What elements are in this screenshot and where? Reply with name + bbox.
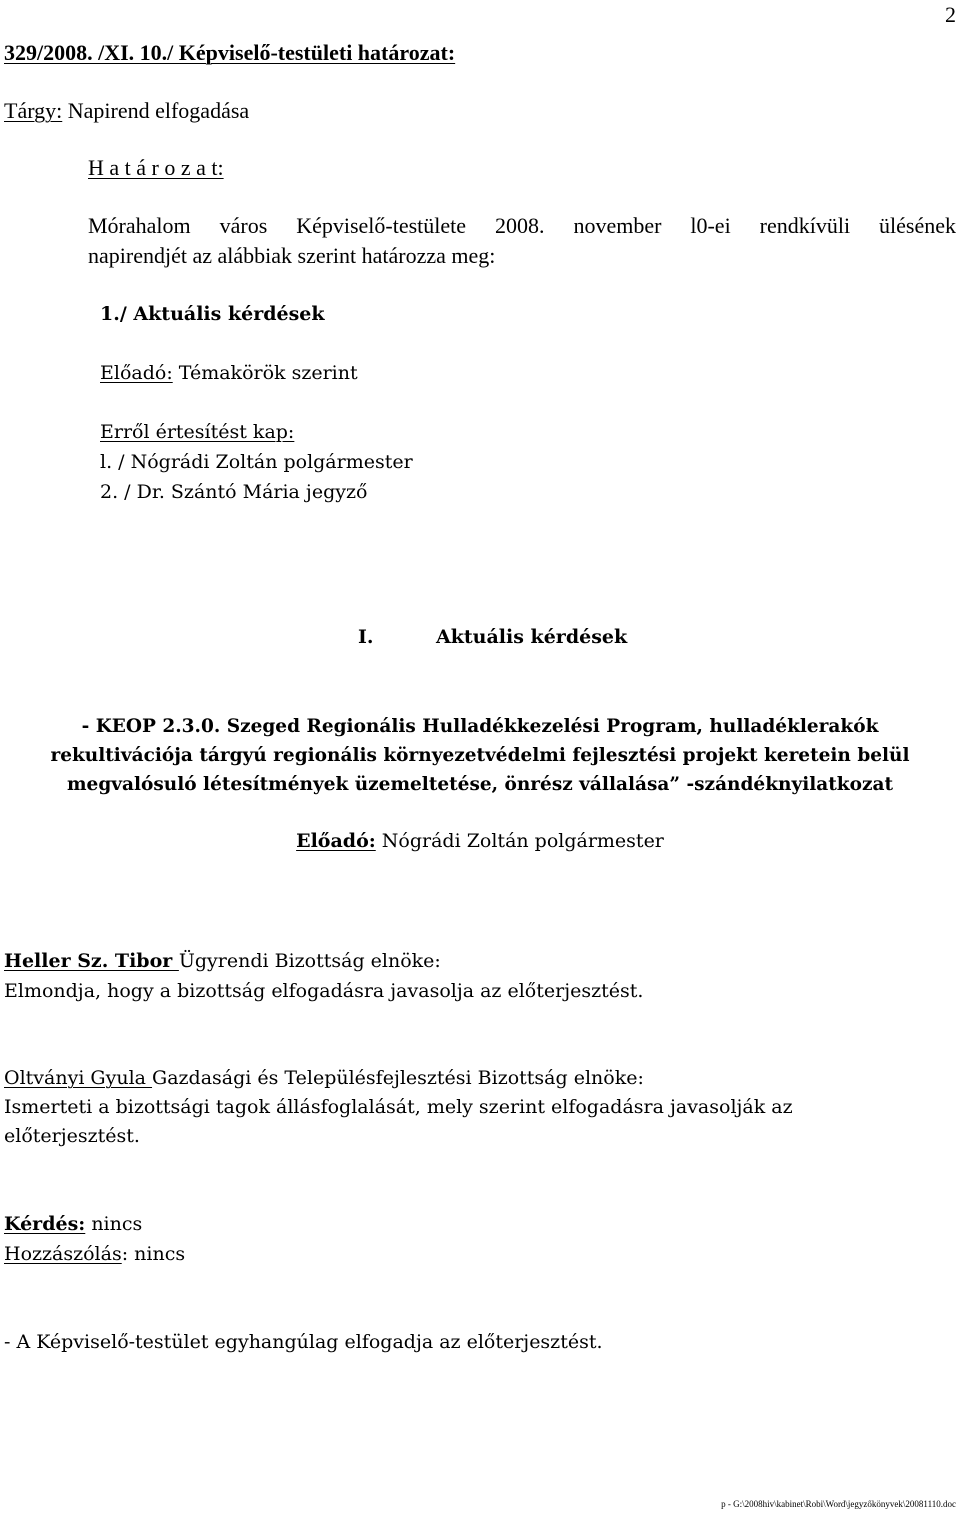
notify-label: Erről értesítést kap: bbox=[100, 421, 295, 443]
speaker2-text-line2: előterjesztést. bbox=[4, 1125, 140, 1147]
agenda-item-title: 1./ Aktuális kérdések bbox=[100, 303, 325, 325]
speaker1-heading bbox=[4, 950, 441, 972]
keop-title-line1: - KEOP 2.3.0. Szeged Regionális Hulladékkezelési Program, hulladéklerakók bbox=[81, 716, 879, 737]
question-label: Kérdés: bbox=[4, 1213, 86, 1235]
keop-title-line3: megvalósuló létesítmények üzemeltetése, önrész vállalása” -szándéknyilatkozat bbox=[66, 774, 894, 795]
decision-text-line1: Mórahalom város Képviselő-testülete 2008. november l0-ei rendkívüli ülésének bbox=[88, 213, 956, 238]
agenda-presenter-value: Témakörök szerint bbox=[178, 362, 358, 384]
speaker1-text: Elmondja, hogy a bizottság elfogadásra javasolja az előterjesztést. bbox=[4, 980, 644, 1002]
comment-line bbox=[4, 1243, 185, 1265]
recipient-1: l. / Nógrádi Zoltán polgármester bbox=[100, 451, 413, 473]
footer-file-path: p - G:\2008hiv\kabinet\Robi\Word\jegyzőkönyvek\20081110.doc bbox=[721, 1499, 956, 1509]
keop-presenter bbox=[0, 830, 960, 852]
keop-presenter-value: Nógrádi Zoltán polgármester bbox=[381, 830, 664, 852]
conclusion: - A Képviselő-testület egyhangúlag elfogadja az előterjesztést. bbox=[4, 1331, 603, 1353]
decision-text-line2: napirendjét az alábbiak szerint határozza meg: bbox=[88, 243, 496, 268]
comment-value: : nincs bbox=[121, 1243, 186, 1265]
speaker2-text-line1: Ismerteti a bizottsági tagok állásfoglalását, mely szerint elfogadásra javasolják az bbox=[4, 1096, 793, 1118]
section-number: I. bbox=[358, 626, 374, 648]
page-number: 2 bbox=[945, 2, 956, 27]
speaker1-name: Heller Sz. Tibor bbox=[4, 950, 179, 972]
keop-presenter-label: Előadó: bbox=[296, 830, 376, 852]
decision-heading: H a t á r o z a t: bbox=[88, 155, 224, 180]
speaker2-role: Gazdasági és Településfejlesztési Bizottság elnöke: bbox=[152, 1067, 644, 1089]
section-title: Aktuális kérdések bbox=[436, 626, 628, 648]
speaker1-role: Ügyrendi Bizottság elnöke: bbox=[178, 950, 441, 972]
agenda-presenter bbox=[100, 362, 358, 384]
speaker2-name: Oltványi Gyula bbox=[4, 1067, 153, 1089]
subject-line bbox=[4, 98, 249, 124]
resolution-header: 329/2008. /XI. 10./ Képviselő-testületi határozat: bbox=[4, 40, 456, 65]
comment-label: Hozzászólás bbox=[4, 1243, 122, 1265]
speaker2-heading bbox=[4, 1067, 644, 1089]
subject-label: Tárgy: bbox=[4, 98, 63, 123]
question-line bbox=[4, 1213, 142, 1235]
agenda-presenter-label: Előadó: bbox=[100, 362, 173, 384]
subject-value: Napirend elfogadása bbox=[67, 98, 250, 123]
keop-title-line2: rekultivációja tárgyú regionális környezetvédelmi fejlesztési projekt keretein belül bbox=[50, 745, 910, 766]
recipient-2: 2. / Dr. Szántó Mária jegyző bbox=[100, 481, 368, 503]
question-value: nincs bbox=[85, 1213, 143, 1235]
